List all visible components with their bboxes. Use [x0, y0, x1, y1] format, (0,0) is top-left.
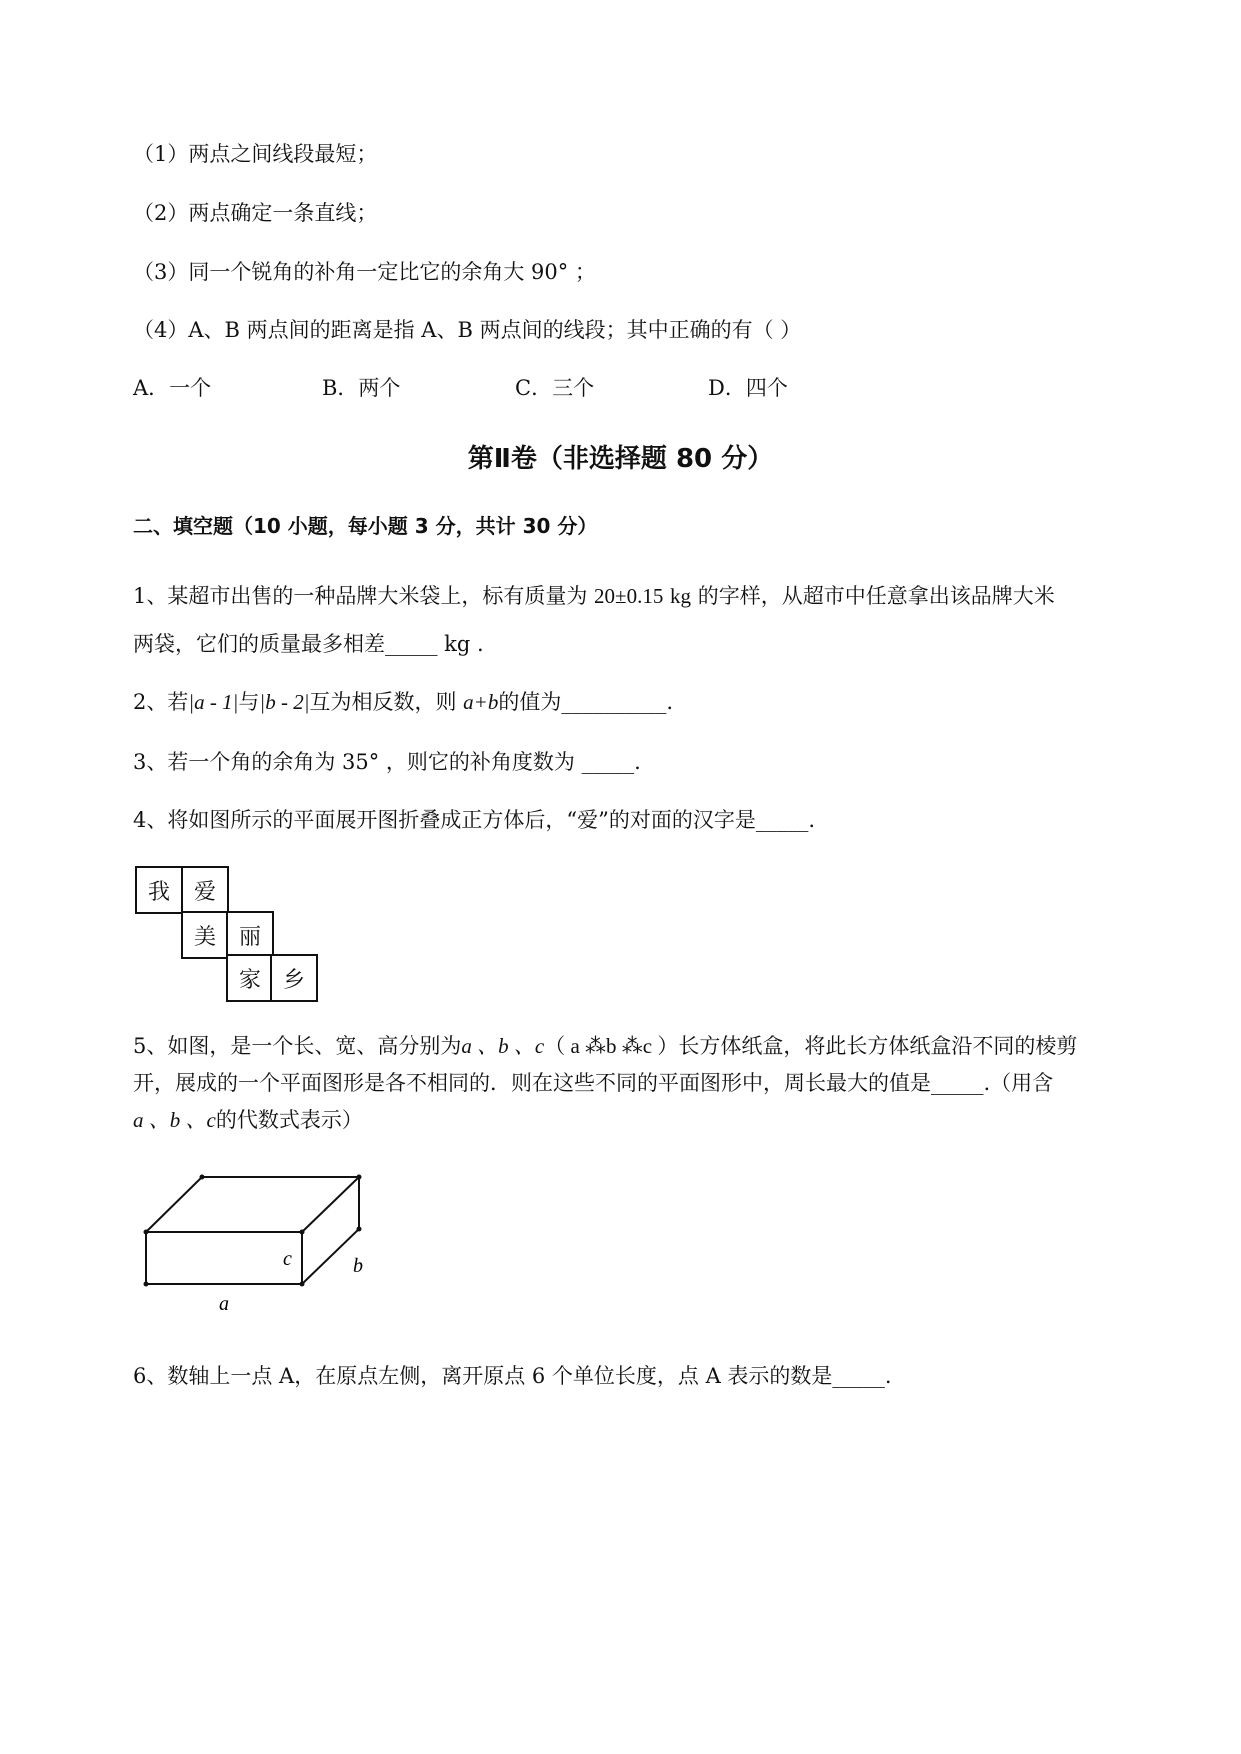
q1-text-b: 的字样，从超市中任意拿出该品牌大米 — [697, 584, 1055, 608]
q5-paren: （ a ⁂b ⁂c ） — [544, 1034, 679, 1058]
label-c: c — [283, 1248, 292, 1270]
q2-abs-a: |a - 1| — [188, 690, 239, 714]
q5-line3-vars: a 、b 、c — [133, 1108, 216, 1132]
section-heading: 二、填空题（10 小题，每小题 3 分，共计 30 分） — [133, 514, 598, 538]
net-cell-xiang: 乡 — [270, 954, 318, 1002]
q2-abs-b: |b - 2| — [259, 690, 310, 714]
option-a: A．一个 — [133, 376, 212, 400]
statement-3: （3）同一个锐角的补角一定比它的余角大 90° ； — [133, 260, 596, 284]
part-title: 第Ⅱ卷（非选择题 80 分） — [467, 444, 774, 474]
q1-unit: kg — [670, 584, 692, 608]
q2-prefix: 2、若 — [133, 690, 189, 714]
q2-suffix: 的值为__________. — [498, 690, 674, 714]
net-cell-mei: 美 — [181, 911, 229, 959]
question-6: 6、数轴上一点 A，在原点左侧，离开原点 6 个单位长度，点 A 表示的数是_____. — [133, 1364, 892, 1388]
q2-mid2: 互为相反数，则 — [309, 690, 464, 714]
statement-2: （2）两点确定一条直线； — [133, 201, 378, 225]
question-1-line-2: 两袋，它们的质量最多相差_____ kg . — [133, 632, 484, 656]
q1-text-a: 1、某超市出售的一种品牌大米袋上，标有质量为 — [133, 584, 595, 608]
front-face — [146, 1232, 302, 1284]
statement-1: （1）两点之间线段最短； — [133, 142, 378, 166]
q5-text-a: 5、如图，是一个长、宽、高分别为 — [133, 1034, 462, 1058]
label-a: a — [219, 1293, 229, 1315]
net-cell-li: 丽 — [226, 911, 274, 959]
option-b: B．两个 — [322, 376, 401, 400]
q2-mid: 与 — [238, 690, 260, 714]
statement-4: （4）A、B 两点间的距离是指 A、B 两点间的线段；其中正确的有（ ） — [133, 318, 802, 342]
net-cell-ai: 爱 — [181, 866, 229, 914]
q2-sum: a+b — [463, 690, 499, 714]
q1-mass: 20±0.15 — [594, 584, 664, 608]
question-5-line-2: 开，展成的一个平面图形是各不相同的．则在这些不同的平面图形中，周长最大的值是_____.（用含 — [133, 1071, 1054, 1095]
option-d: D．四个 — [708, 376, 788, 400]
q5-text-b: 长方体纸盒，将此长方体纸盒沿不同的棱剪 — [678, 1034, 1078, 1058]
question-3: 3、若一个角的余角为 35° ，则它的补角度数为 _____. — [133, 750, 641, 774]
q5-vars: a 、b 、c — [461, 1034, 545, 1058]
net-cell-jia: 家 — [226, 954, 274, 1002]
side-face — [302, 1177, 359, 1284]
q5-line3-text: 的代数式表示） — [215, 1108, 363, 1132]
net-cell-wo: 我 — [135, 866, 183, 914]
top-face — [146, 1177, 359, 1232]
option-c: C．三个 — [515, 376, 595, 400]
question-4: 4、将如图所示的平面展开图折叠成正方体后，“爱”的对面的汉字是_____. — [133, 808, 816, 832]
label-b: b — [353, 1255, 363, 1277]
